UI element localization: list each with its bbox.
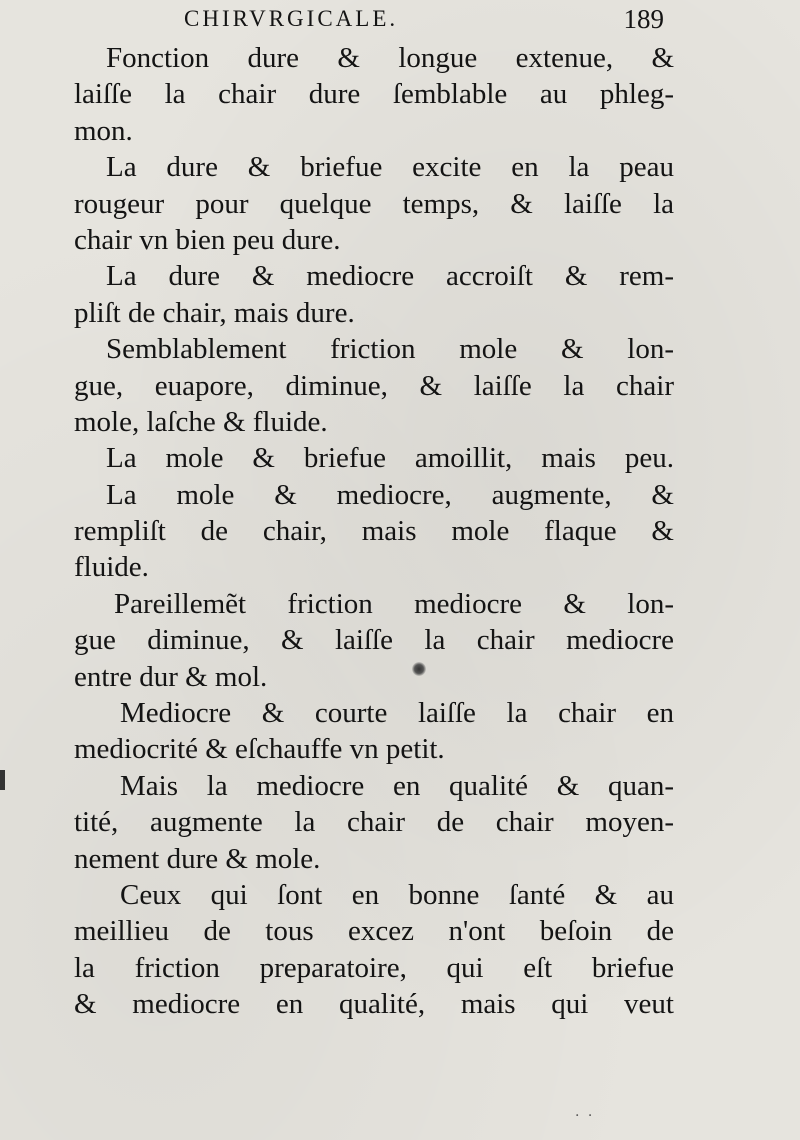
edge-mark — [0, 770, 5, 790]
text-line: Fonction dure & longue extenue, & — [106, 42, 674, 74]
text-line: mon. — [74, 114, 133, 147]
text-line: laiſſe la chair dure ſemblable au phleg- — [74, 78, 674, 111]
text-line: la friction preparatoire, qui eſt briefue — [74, 951, 674, 984]
text-line: chair vn bien peu dure. — [74, 223, 341, 256]
text-line: Ceux qui ſont en bonne ſanté & au — [120, 878, 674, 911]
text-line: Pareillemẽt friction mediocre & lon- — [114, 587, 674, 620]
text-line: meillieu de tous excez n'ont beſoin de — [74, 915, 674, 948]
text-line: Mais la mediocre en qualité & quan- — [120, 769, 674, 802]
text-line: Mediocre & courte laiſſe la chair en — [120, 697, 674, 730]
ink-smudge — [412, 662, 426, 676]
text-line: fluide. — [74, 551, 149, 584]
text-line: entre dur & mol. — [74, 660, 268, 693]
text-line: La dure & mediocre accroiſt & rem- — [106, 260, 674, 293]
text-line: pliſt de chair, mais dure. — [74, 296, 355, 329]
page-number: 189 — [623, 4, 664, 34]
text-line: nement dure & mole. — [74, 842, 321, 875]
text-line: La mole & mediocre, augmente, & — [106, 478, 674, 511]
text-line: La dure & briefue excite en la peau — [106, 151, 674, 184]
page-header — [184, 6, 664, 40]
running-head: CHIRVRGICALE. — [184, 6, 399, 31]
text-line: tité, augmente la chair de chair moyen- — [74, 806, 674, 839]
text-line: & mediocre en qualité, mais qui veut — [74, 988, 674, 1021]
text-line: La mole & briefue amoillit, mais peu. — [106, 442, 674, 475]
text-line: rempliſt de chair, mais mole flaque & — [74, 515, 674, 548]
body-text — [74, 40, 674, 1023]
text-line: rougeur pour quelque temps, & laiſſe la — [74, 187, 674, 220]
text-line: mole, laſche & fluide. — [74, 405, 328, 438]
text-line: Semblablement friction mole & lon- — [106, 333, 674, 366]
ink-specks: · · — [575, 1108, 595, 1124]
text-line: mediocrité & eſchauffe vn petit. — [74, 733, 445, 766]
text-line: gue, euapore, diminue, & laiſſe la chair — [74, 369, 674, 402]
text-line: gue diminue, & laiſſe la chair mediocre — [74, 624, 674, 657]
